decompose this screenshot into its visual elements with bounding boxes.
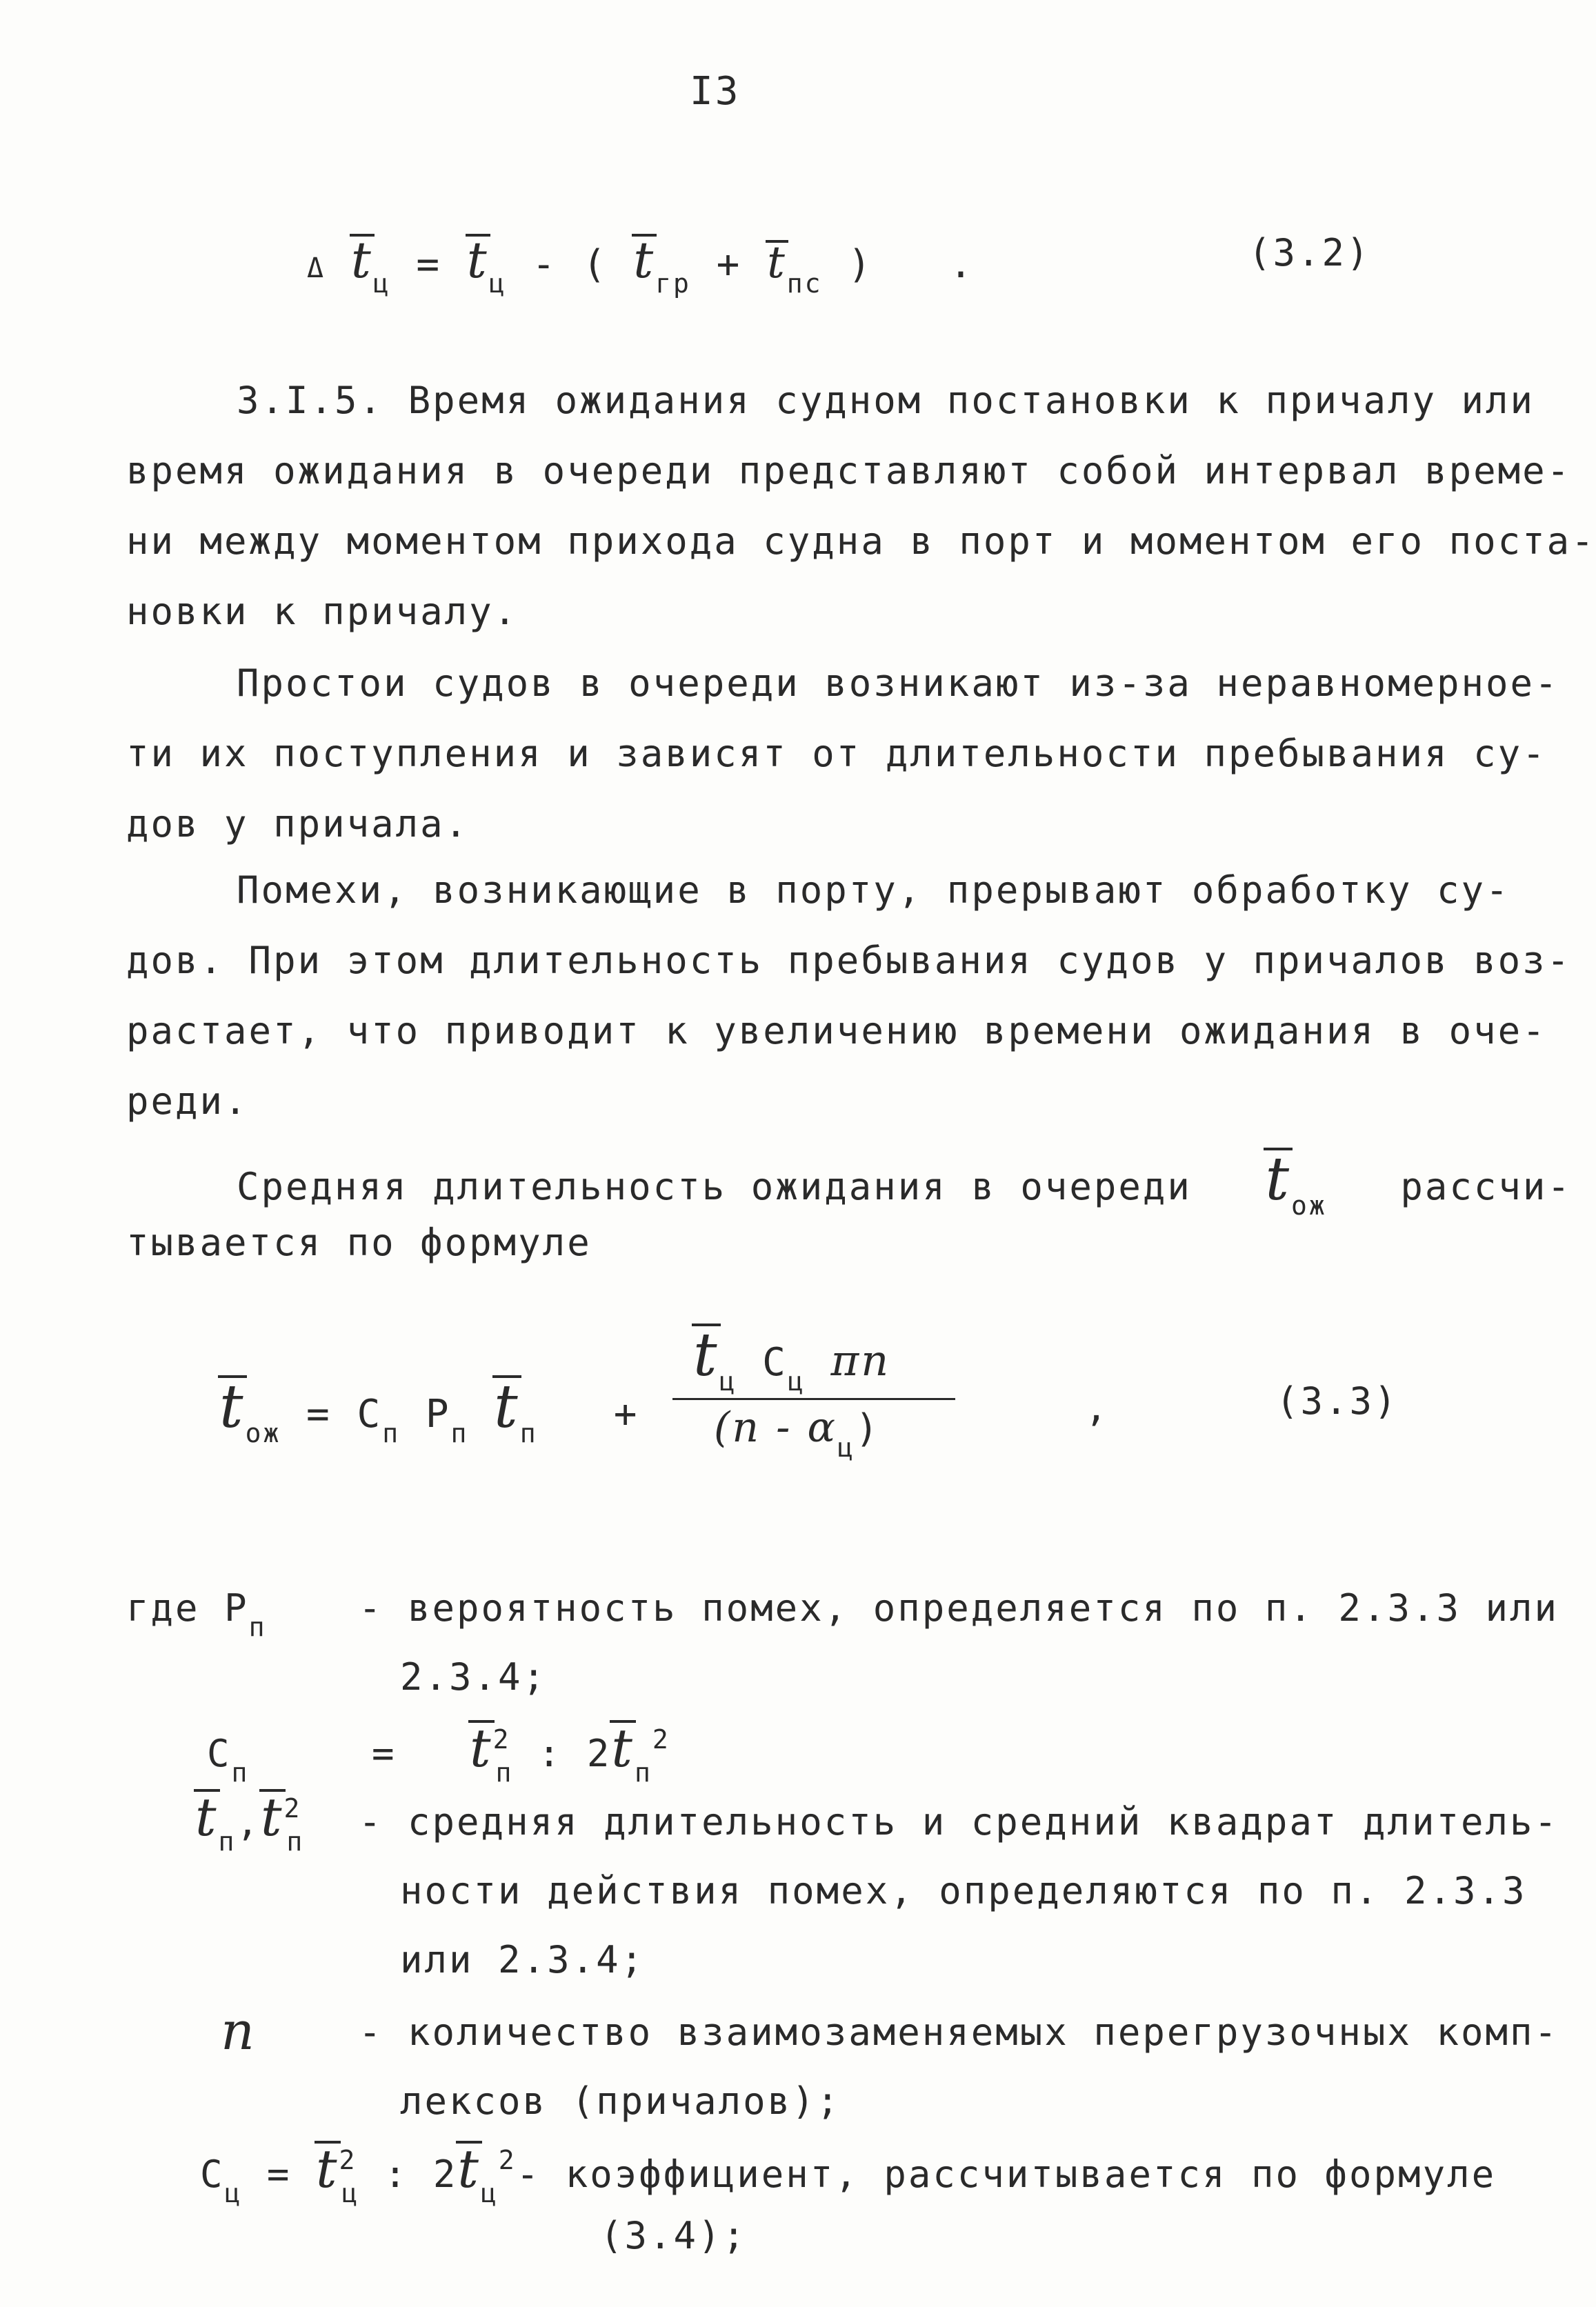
eq33-lhs-sub: ож <box>245 1418 281 1448</box>
eq33-num-t-sub: ц <box>719 1366 737 1397</box>
paragraph-line: время ожидания в очереди представляют собой интервал време- <box>126 449 1572 492</box>
paragraph-line: реди. <box>126 1079 249 1123</box>
def-tp-t2-sub: п <box>286 1826 305 1857</box>
paragraph-interference <box>126 855 1572 1137</box>
paragraph-line: дов. При этом длительность пребывания судов у причалов воз- <box>126 939 1572 982</box>
def-n-sym: n <box>221 2000 257 2061</box>
eq33-comma: , <box>1085 1386 1110 1430</box>
def-cp-t2: t <box>611 1717 635 1779</box>
def-cc-t-sub: ц <box>341 2178 360 2208</box>
fraction-bar <box>672 1398 955 1400</box>
def-p-text2: 2.3.4; <box>400 1655 548 1699</box>
def-cc-sym: C <box>200 2153 225 2196</box>
delta-symbol: Δ <box>307 252 326 284</box>
def-cp-eq: = <box>371 1732 397 1775</box>
def-cp-t2-sup: 2 <box>652 1724 670 1755</box>
eq33-num-pi-sub: n <box>861 1335 891 1386</box>
eq33-numerator <box>693 1321 891 1397</box>
def-tp-sep: , <box>236 1801 261 1844</box>
eq33-num-c-sub: ц <box>787 1366 806 1397</box>
eq32-plus: + <box>716 242 742 287</box>
def-cc-t2: t <box>457 2138 481 2199</box>
def-n <box>221 2000 257 2061</box>
eq32-sub: ц <box>372 268 391 299</box>
def-cc-t-sup: 2 <box>339 2145 357 2175</box>
eq33-t: t <box>494 1372 520 1441</box>
eq33-den: (n - α <box>714 1404 837 1452</box>
eq33-t-sub: п <box>519 1418 538 1448</box>
paragraph-downtime <box>126 648 1559 859</box>
eq32-t4: t <box>767 237 787 288</box>
def-cc-text2: (3.4); <box>600 2214 748 2257</box>
eq32-equals: = <box>416 242 442 287</box>
equation-label-3-2: (3.2) <box>1248 231 1371 274</box>
eq33-p-sub: п <box>450 1418 469 1448</box>
def-cc-eq: = <box>266 2153 292 2196</box>
def-tp-text3: или 2.3.4; <box>400 1938 646 1981</box>
def-p-sub: п <box>248 1612 267 1642</box>
paragraph-3-1-5 <box>126 366 1596 647</box>
eq32-t2: t <box>466 231 489 289</box>
eq32-sub4: пс <box>786 268 823 299</box>
def-tp-text2: ности действия помех, определяются по п. 2.3.3 <box>400 1869 1527 1912</box>
eq33-lhs-t: t <box>219 1372 246 1441</box>
equation-3-3 <box>219 1372 639 1448</box>
eq33-num-pi: π <box>830 1335 861 1386</box>
eq33-num-t: t <box>693 1321 719 1390</box>
eq32-sub3: гр <box>655 268 691 299</box>
paragraph-line: Простои судов в очереди возникают из-за неравномерное- <box>237 661 1559 705</box>
eq33-plus: + <box>613 1392 639 1437</box>
where-word: где <box>126 1586 200 1630</box>
paragraph-line: Средняя длительность ожидания в очереди <box>237 1165 1192 1208</box>
def-cp-t: t <box>470 1717 493 1779</box>
def-tp-t2-sup: 2 <box>283 1793 302 1824</box>
paragraph-line: ни между моментом прихода судна в порт и моментом его поста- <box>126 519 1596 563</box>
paragraph-line: ти их поступления и зависят от длительности пребывания су- <box>126 732 1547 775</box>
eq32-t-cycle: t <box>350 231 373 289</box>
eq33-denominator <box>714 1404 881 1463</box>
paragraph-line: Помехи, возникающие в порту, прерывают обработку су- <box>237 868 1510 912</box>
eq32-t3: t <box>633 231 656 289</box>
equation-label-3-3: (3.3) <box>1276 1379 1399 1423</box>
eq32-dot: . <box>949 242 975 287</box>
def-cp-colon: : 2 <box>537 1732 612 1775</box>
def-cp-sym: C <box>207 1732 232 1775</box>
equation-3-2 <box>307 231 975 299</box>
eq33-c: C <box>357 1392 383 1437</box>
paragraph-line: растает, что приводит к увеличению времени ожидания в оче- <box>126 1009 1547 1052</box>
def-tp-t: t <box>195 1786 219 1848</box>
def-n-text: - количество взаимозаменяемых перегрузочных комп- <box>359 2010 1559 2054</box>
def-cc-sub: ц <box>224 2178 243 2208</box>
paragraph-line: тывается по формуле <box>126 1221 592 1264</box>
def-where <box>126 1586 267 1642</box>
def-cc-t: t <box>315 2138 339 2199</box>
paragraph-line-end: рассчи- <box>1400 1165 1572 1208</box>
eq33-c-sub: п <box>382 1418 401 1448</box>
def-p-sym: P <box>224 1586 249 1630</box>
def-tp <box>195 1786 305 1857</box>
page-number: I3 <box>690 69 741 114</box>
paragraph-line: дов у причала. <box>126 802 470 846</box>
def-cp <box>207 1717 670 1788</box>
def-cp-t-sub: п <box>495 1757 514 1788</box>
def-cc <box>200 2138 1497 2208</box>
t-wait-sub: ож <box>1291 1190 1327 1221</box>
eq32-sub2: ц <box>488 268 507 299</box>
paragraph-average-wait <box>237 1145 1572 1221</box>
paragraph-line: новки к причалу. <box>126 590 519 633</box>
def-cp-sub: п <box>231 1757 250 1788</box>
def-p-text: - вероятность помех, определяется по п. 2.3.3 или <box>359 1586 1559 1630</box>
eq33-num-c: C <box>762 1340 788 1385</box>
def-cp-t2-sub: п <box>634 1757 652 1788</box>
def-tp-t2: t <box>260 1786 284 1848</box>
eq33-fraction <box>672 1321 955 1472</box>
def-cc-t2-sup: 2 <box>498 2145 517 2175</box>
def-n-text2: лексов (причалов); <box>400 2079 841 2123</box>
paragraph-line: 3.I.5. Время ожидания судном постановки к причалу или <box>237 379 1535 422</box>
eq33-equals: = <box>306 1392 332 1437</box>
def-tp-sub: п <box>218 1826 237 1857</box>
eq33-den-sub: ц <box>837 1432 855 1463</box>
eq33-den-close: ) <box>855 1406 881 1451</box>
def-cc-text: - коэффициент, рассчитывается по формуле <box>516 2153 1497 2196</box>
def-cc-t2-sub: ц <box>480 2178 499 2208</box>
eq32-close: ) <box>848 242 873 287</box>
def-cp-t-sup: 2 <box>492 1724 511 1755</box>
eq32-minus: - ( <box>532 242 608 287</box>
def-tp-text: - средняя длительность и средний квадрат длитель- <box>359 1800 1559 1844</box>
def-cc-colon: : 2 <box>383 2153 458 2196</box>
t-wait-symbol: t <box>1265 1145 1292 1214</box>
eq33-p: P <box>425 1392 451 1437</box>
